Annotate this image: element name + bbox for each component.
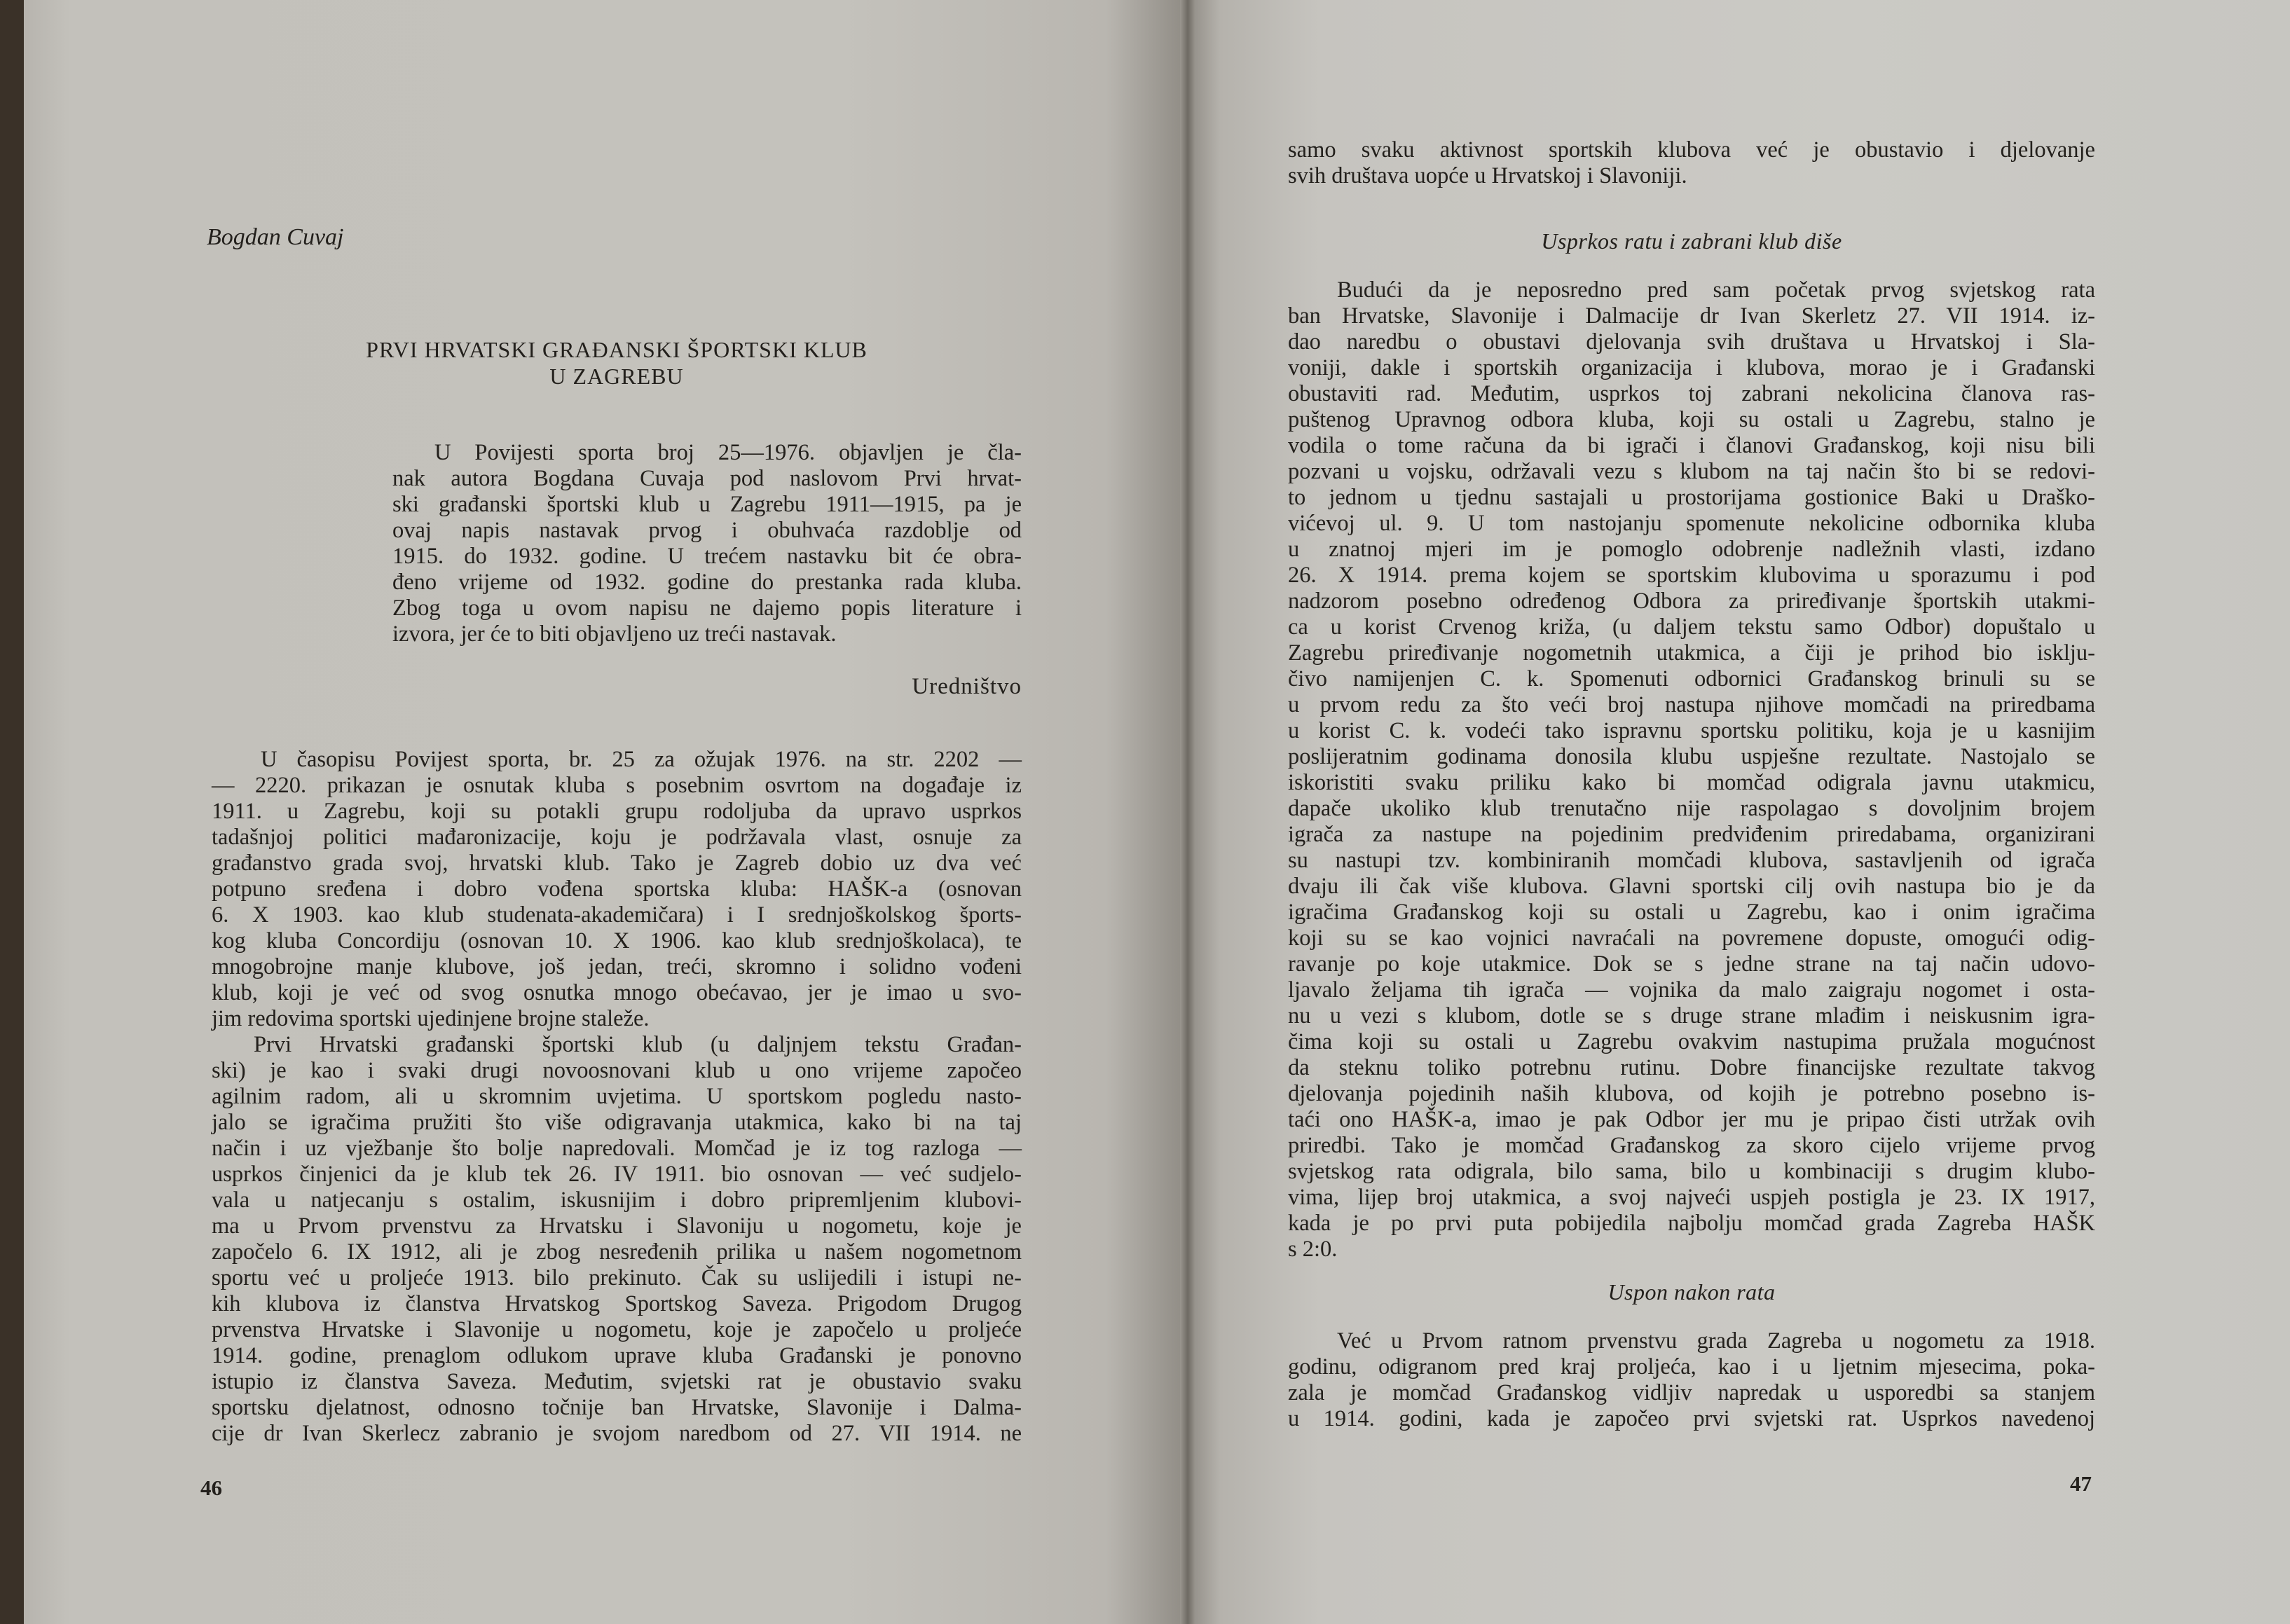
- text-line: vićevoj ul. 9. U tom nastojanju spomenute nekolicine odbornika kluba: [1288, 511, 2095, 536]
- text-line: kih klubova iz članstva Hrvatskog Sportskog Saveza. Prigodom Drugog: [212, 1291, 1022, 1316]
- author-name: Bogdan Cuvaj: [207, 224, 344, 250]
- text-line: jim redovima sportski ujedinjene brojne staleže.: [212, 1006, 650, 1031]
- text-line: su nastupi tzv. kombiniranih momčadi klubova, sastavljenih od igrača: [1288, 848, 2095, 873]
- text-line: obustaviti rad. Međutim, usprkos toj zabrani nekolicina članova ras-: [1288, 381, 2095, 406]
- right-body-text-2: [1288, 1328, 2095, 1432]
- text-line: u 1914. godini, kada je započeo prvi svjetski rat. Usprkos navedenoj: [1288, 1406, 2095, 1431]
- text-line: Budući da je neposredno pred sam početak prvog svjetskog rata: [1337, 277, 2095, 303]
- text-line: nu u vezi s klubom, dotle se s druge strane mlađim i neiskusnim igra-: [1288, 1003, 2095, 1028]
- text-line: cije dr Ivan Skerlecz zabranio je svojom naredbom od 27. VII 1914. ne: [212, 1421, 1022, 1446]
- text-line: voniji, dakle i sportskih organizacija i klubova, morao je i Građanski: [1288, 355, 2095, 380]
- text-line: ovaj napis nastavak prvog i obuhvaća razdoblje od: [392, 518, 1022, 543]
- text-line: 1911. u Zagrebu, koji su potakli grupu rodoljuba da upravo usprkos: [212, 799, 1022, 824]
- text-line: istupio iz članstva Saveza. Međutim, svjetski rat je obustavio svaku: [212, 1369, 1022, 1394]
- text-line: puštenog Upravnog odbora kluba, koji su ostali u Zagrebu, stalno je: [1288, 407, 2095, 432]
- section-heading: Usprkos ratu i zabrani klub diše: [1541, 228, 1842, 254]
- text-line: vodila o tome računa da bi igrači i članovi Građanskog, koji nisu bili: [1288, 433, 2095, 458]
- editorial-note: [392, 440, 1022, 647]
- text-line: u korist C. k. vodeći tako ispravnu sportsku politiku, koja je u kasnijim: [1288, 718, 2095, 743]
- text-line: đeno vrijeme od 1932. godine do prestanka rada kluba.: [392, 570, 1022, 595]
- editorial-signature: Uredništvo: [912, 674, 1022, 699]
- text-line: mnogobrojne manje klubove, još jedan, treći, skromno i solidno vođeni: [212, 954, 1022, 979]
- text-line: dvaju ili čak više klubova. Glavni sportski cilj ovih nastupa bio je da: [1288, 874, 2095, 899]
- text-line: pozvani u vojsku, održavali vezu s klubom na taj način što bi se redovi-: [1288, 459, 2095, 484]
- text-line: dao naredbu o obustavi djelovanja svih društava u Hrvatskoj i Sla-: [1288, 329, 2095, 355]
- text-line: klub, koji je već od svog osnutka mnogo obećavao, jer je imao u svo-: [212, 980, 1022, 1005]
- text-line: ca u korist Crvenog križa, (u daljem tekstu samo Odbor) dopuštalo u: [1288, 614, 2095, 640]
- text-line: to jednom u tjednu sastajali u prostorijama gostionice Baki u Draško-: [1288, 485, 2095, 510]
- text-line: građanstvo grada svoj, hrvatski klub. Tako je Zagreb dobio uz dva već: [212, 851, 1022, 876]
- text-line: priredbi. Tako je momčad Građanskog za skoro cijelo vrijeme prvog: [1288, 1133, 2095, 1158]
- text-line: s 2:0.: [1288, 1237, 1338, 1262]
- text-line: koji su se kao vojnici navraćali na povremene dopuste, omogući odig-: [1288, 925, 2095, 951]
- text-line: 26. X 1914. prema kojem se sportskim klubovima u sporazumu i pod: [1288, 563, 2095, 588]
- text-line: dapače ukoliko klub trenutačno nije raspolagao s dovoljnim brojem: [1288, 796, 2095, 821]
- text-line: vima, lijep broj utakmica, a svoj najveći uspjeh postigla je 23. IX 1917,: [1288, 1185, 2095, 1210]
- text-line: vala u natjecanju s ostalim, iskusnijim i dobro pripremljenim klubovi-: [212, 1188, 1022, 1213]
- text-line: ski građanski športski klub u Zagrebu 1911—1915, pa je: [392, 492, 1022, 517]
- text-line: Prvi Hrvatski građanski športski klub (u daljnjem tekstu Građan-: [254, 1032, 1022, 1057]
- text-line: iskoristiti svaku priliku kako bi momčad odigrala javnu utakmicu,: [1288, 770, 2095, 795]
- text-line: ravanje po koje utakmice. Dok se s jedne strane na taj način udovo-: [1288, 951, 2095, 977]
- text-line: 1914. godine, prenaglom odlukom uprave kluba Građanski je ponovno: [212, 1343, 1022, 1368]
- text-line: 1915. do 1932. godine. U trećem nastavku bit će obra-: [392, 544, 1022, 569]
- text-line: Već u Prvom ratnom prvenstvu grada Zagreba u nogometu za 1918.: [1337, 1328, 2095, 1354]
- text-line: igrača za nastupe na pojedinim predviđenim priredabama, organizirani: [1288, 822, 2095, 847]
- text-line: poslijeratnim godinama donosila klubu uspješne rezultate. Nastojalo se: [1288, 744, 2095, 769]
- left-body-text: [212, 747, 1022, 1447]
- text-line: kog kluba Concordiju (osnovan 10. X 1906. kao klub srednjoškolaca), te: [212, 928, 1022, 954]
- page-number-left: 46: [200, 1475, 222, 1500]
- title-line: U ZAGREBU: [549, 364, 684, 389]
- text-line: taći ono HAŠK-a, imao je pak Odbor jer mu je pripao čisti utržak ovih: [1288, 1107, 2095, 1132]
- text-line: u znatnoj mjeri im je pomoglo odobrenje nadležnih vlasti, izdano: [1288, 537, 2095, 562]
- text-line: način i uz vježbanje što bolje napredovali. Momčad je iz tog razloga —: [212, 1136, 1022, 1161]
- text-line: sportsku djelatnost, odnosno točnije ban Hrvatske, Slavonije i Dalma-: [212, 1395, 1022, 1420]
- text-line: nak autora Bogdana Cuvaja pod naslovom Prvi hrvat-: [392, 466, 1022, 491]
- page-number-right: 47: [2070, 1471, 2092, 1496]
- right-top-text: [1288, 137, 2095, 189]
- text-line: prvenstva Hrvatske i Slavonije u nogometu, koje je započelo u proljeće: [212, 1317, 1022, 1342]
- text-line: — 2220. prikazan je osnutak kluba s posebnim osvrtom na događaje iz: [212, 773, 1022, 798]
- title-line: PRVI HRVATSKI GRAĐANSKI ŠPORTSKI KLUB: [366, 337, 868, 362]
- text-line: svjetskog rata odigrala, bilo sama, bilo u kombinaciji s drugim klubo-: [1288, 1159, 2095, 1184]
- text-line: samo svaku aktivnost sportskih klubova već je obustavio i djelovanje: [1288, 137, 2095, 163]
- section-heading: Uspon nakon rata: [1607, 1279, 1776, 1305]
- book-gutter: [1180, 0, 1195, 1624]
- text-line: da steknu toliko potrebnu rutinu. Dobre financijske rezultate takvog: [1288, 1055, 2095, 1080]
- right-body-text: [1288, 277, 2095, 1262]
- text-line: agilnim radom, ali u skromnim uvjetima. U sportskom pogledu nasto-: [212, 1084, 1022, 1109]
- text-line: tadašnjoj politici mađaronizacije, koju je podržavala vlast, osnuje za: [212, 825, 1022, 850]
- text-line: 6. X 1903. kao klub studenata-akademičara) i I srednjoškolskog šports-: [212, 902, 1022, 928]
- text-line: jalo se igračima pružiti što više odigravanja utakmica, kako bi na taj: [212, 1110, 1022, 1135]
- text-line: godinu, odigranom pred kraj proljeća, kao i u ljetnim mjesecima, poka-: [1288, 1354, 2095, 1379]
- text-line: Zbog toga u ovom napisu ne dajemo popis literature i: [392, 596, 1022, 621]
- text-line: ski) je kao i svaki drugi novoosnovani klub u ono vrijeme započeo: [212, 1058, 1022, 1083]
- article-title: [329, 336, 904, 390]
- text-line: ljavalo željama tih igrača — vojnika da malo zaigraju nogomet i osta-: [1288, 977, 2095, 1003]
- text-line: čivo namijenjen C. k. Spomenuti odbornici Građanskog brinuli su se: [1288, 666, 2095, 691]
- text-line: započelo 6. IX 1912, ali je zbog nesređenih prilika u našem nogometnom: [212, 1239, 1022, 1265]
- text-line: djelovanja pojedinih naših klubova, od kojih je potrebno posebno is-: [1288, 1081, 2095, 1106]
- text-line: u prvom redu za što veći broj nastupa njihove momčadi na priredbama: [1288, 692, 2095, 717]
- text-line: svih društava uopće u Hrvatskoj i Slavoniji.: [1288, 163, 1687, 188]
- text-line: ma u Prvom prvenstvu za Hrvatsku i Slavoniju u nogometu, koje je: [212, 1213, 1022, 1239]
- text-line: Zagrebu priređivanje nogometnih utakmica, a čiji je prihod bio isklju-: [1288, 640, 2095, 666]
- text-line: kada je po prvi puta pobijedila najbolju momčad grada Zagreba HAŠK: [1288, 1211, 2095, 1236]
- text-line: usprkos činjenici da je klub tek 26. IV 1911. bio osnovan — već sudjelo-: [212, 1162, 1022, 1187]
- text-line: igračima Građanskog koji su ostali u Zagrebu, kao i onim igračima: [1288, 900, 2095, 925]
- text-line: nadzorom posebno određenog Odbora za priređivanje športskih utakmi-: [1288, 589, 2095, 614]
- text-line: U Povijesti sporta broj 25—1976. objavljen je čla-: [434, 440, 1022, 465]
- text-line: izvora, jer će to biti objavljeno uz treći nastavak.: [392, 621, 837, 647]
- text-line: ban Hrvatske, Slavonije i Dalmacije dr Ivan Skerletz 27. VII 1914. iz-: [1288, 303, 2095, 329]
- text-line: zala je momčad Građanskog vidljiv napredak u usporedbi sa stanjem: [1288, 1380, 2095, 1405]
- text-line: U časopisu Povijest sporta, br. 25 za ožujak 1976. na str. 2202 —: [261, 747, 1022, 772]
- text-line: sportu već u proljeće 1913. bilo prekinuto. Čak su uslijedili i istupi ne-: [212, 1265, 1022, 1291]
- text-line: potpuno sređena i dobro vođena sportska kluba: HAŠK-a (osnovan: [212, 876, 1022, 902]
- text-line: čima koji su ostali u Zagrebu ovakvim nastupima pružala mogućnost: [1288, 1029, 2095, 1054]
